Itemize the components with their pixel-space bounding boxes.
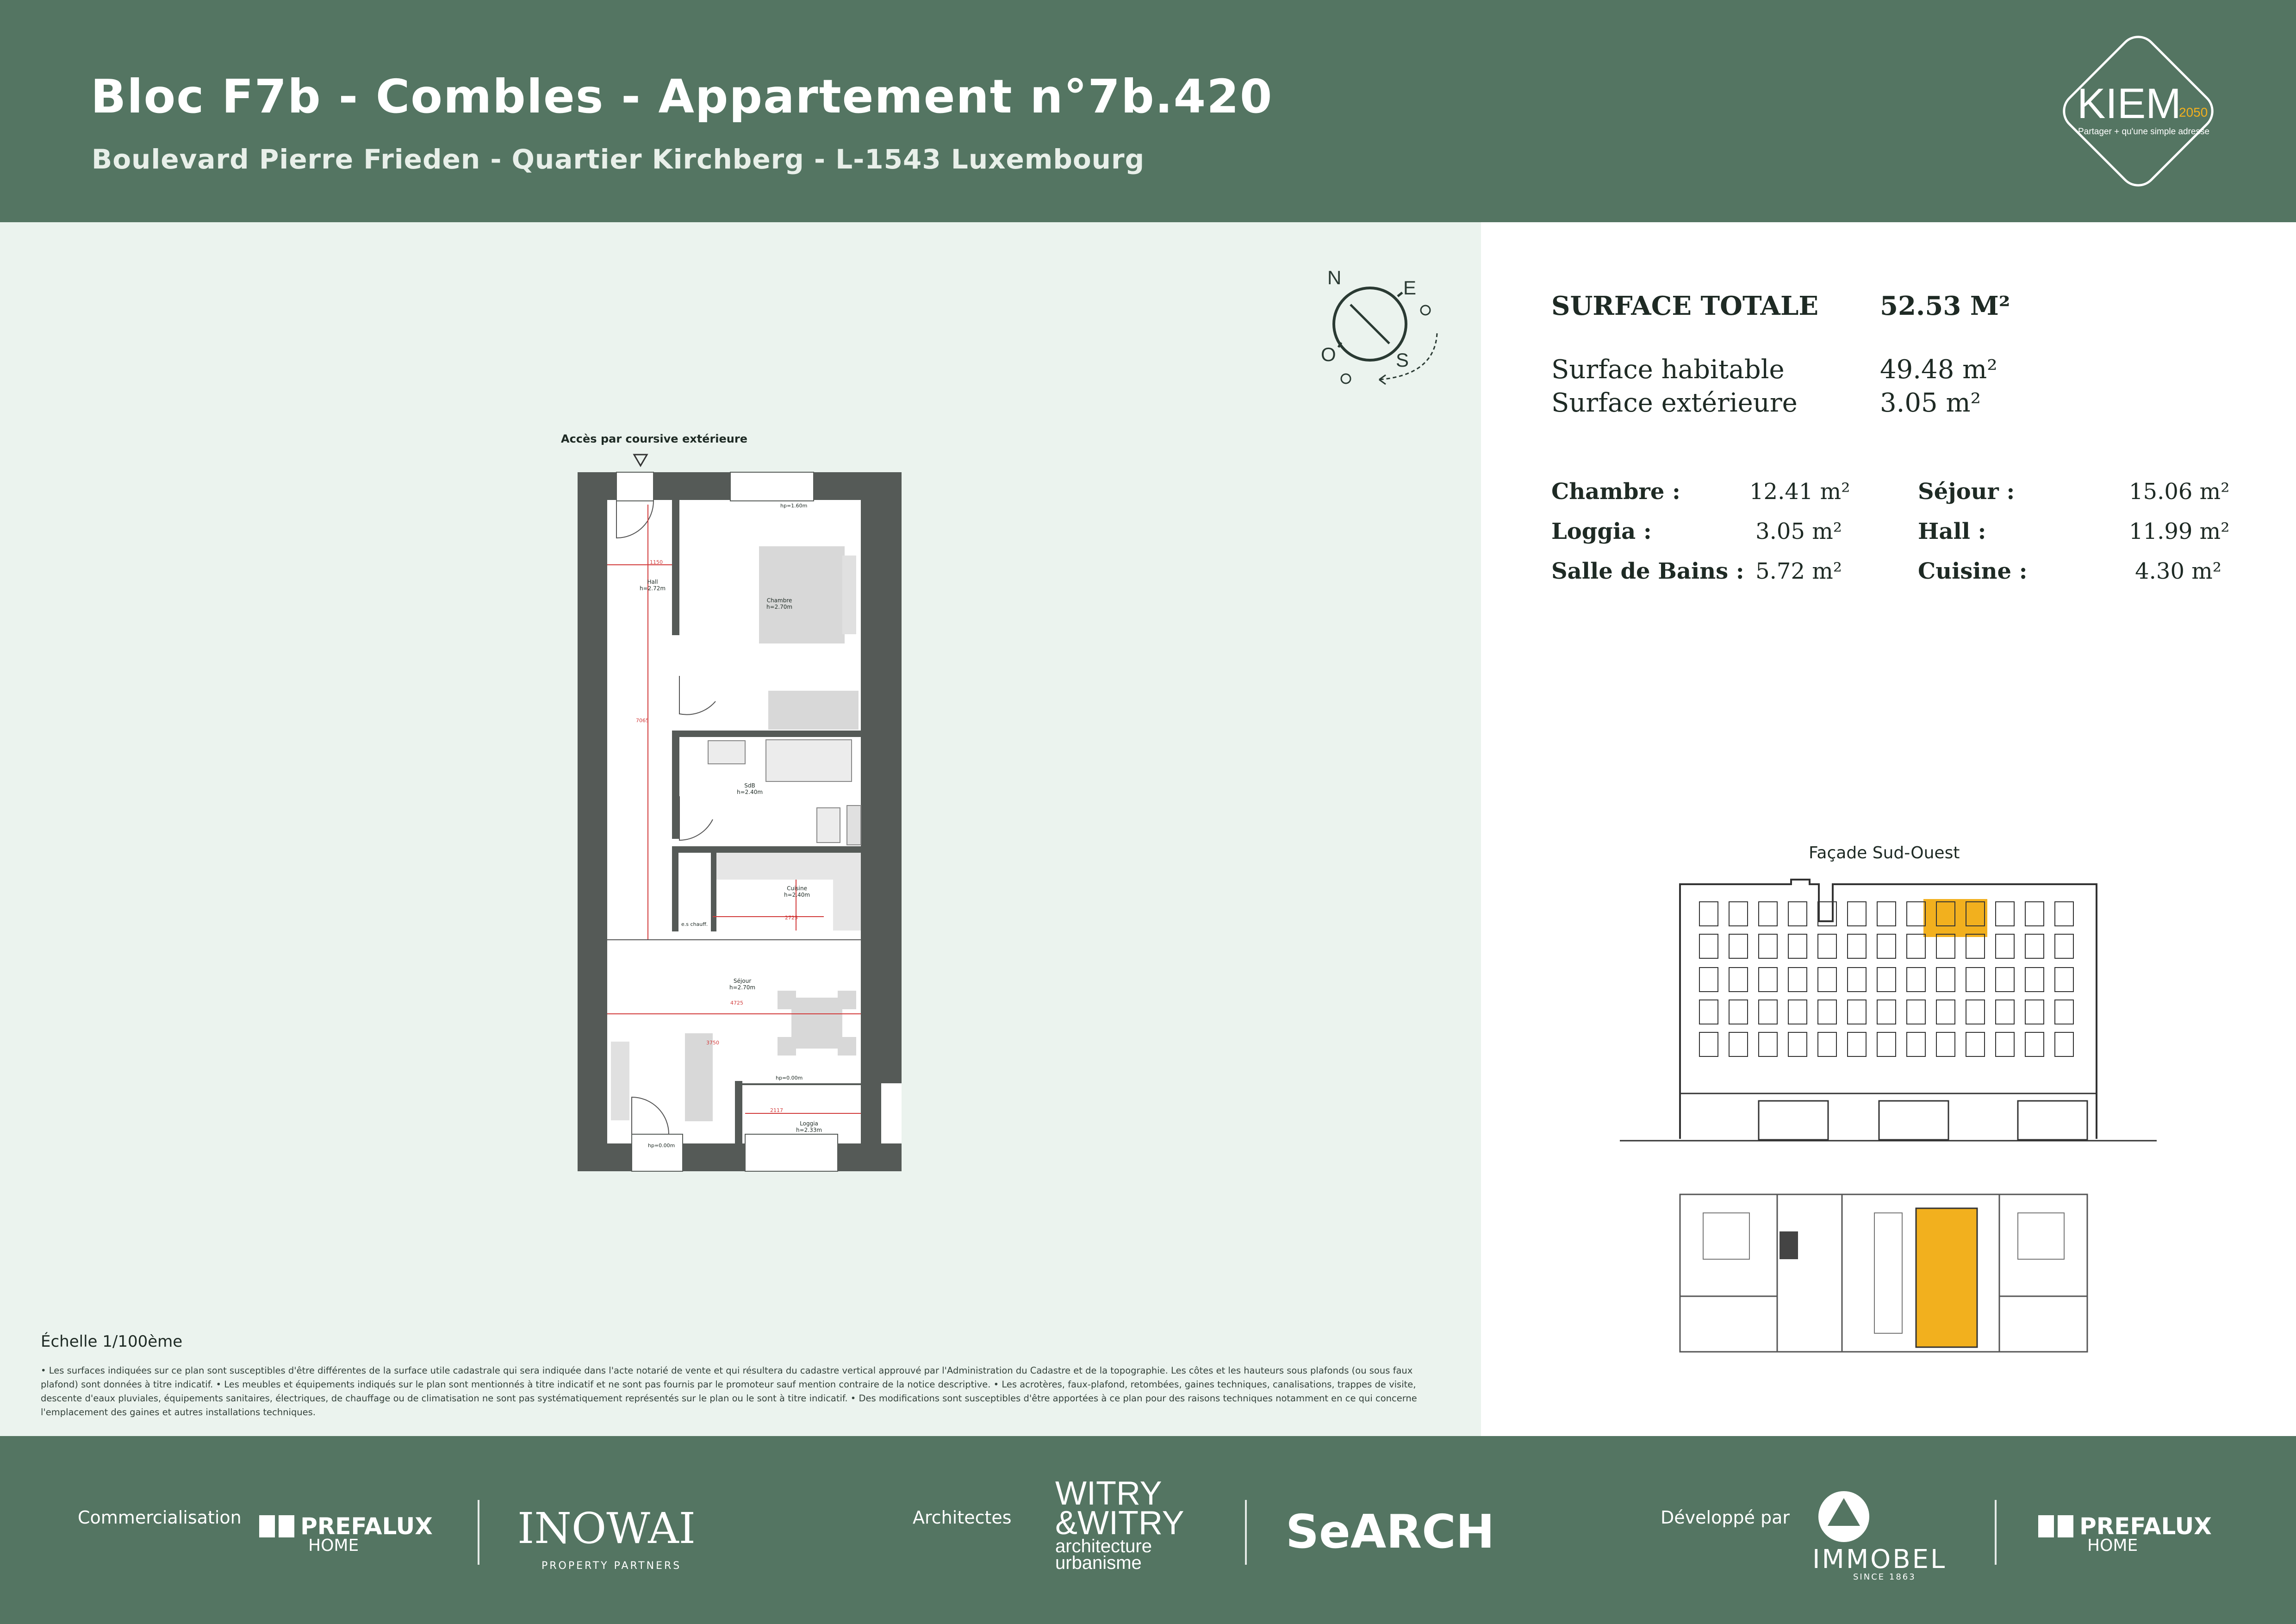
- room-label-sejour: Séjour h=2.70m: [729, 978, 756, 991]
- facade-window: [1729, 1000, 1748, 1024]
- prefalux-square-icon: [2038, 1515, 2054, 1537]
- facade-window: [1907, 902, 1925, 926]
- room-area-label: Séjour :: [1918, 479, 2015, 505]
- dimension-label: 1150: [650, 559, 663, 565]
- prefalux-square-icon: [279, 1515, 294, 1537]
- facade-window: [1877, 902, 1896, 926]
- habitable-surface-label: Surface habitable: [1551, 355, 1785, 385]
- room-area-value: 12.41 m²: [1749, 479, 1850, 505]
- facade-window: [2055, 1000, 2073, 1024]
- facade-window: [1699, 968, 1718, 992]
- habitable-surface-value: 49.48 m²: [1880, 355, 1997, 385]
- facade-window: [1907, 968, 1925, 992]
- dimension-label: 4725: [730, 1000, 743, 1006]
- footer-separator: [1995, 1500, 1997, 1565]
- dimension-label: 3750: [706, 1040, 719, 1046]
- footer-separator: [478, 1500, 479, 1565]
- room-label-loggia: Loggia h=2.33m: [796, 1120, 822, 1133]
- kiem-logo-year: 2050: [2179, 105, 2208, 119]
- page-title: Bloc F7b - Combles - Appartement n°7b.420: [91, 69, 1273, 124]
- total-surface-label: SURFACE TOTALE: [1551, 291, 1819, 321]
- exterior-surface-label: Surface extérieure: [1551, 388, 1798, 418]
- sun-rise-icon: [1421, 306, 1430, 315]
- developpe-label: Développé par: [1661, 1507, 1790, 1528]
- compass-e: E: [1403, 277, 1417, 299]
- facade-window: [1848, 968, 1866, 992]
- prefalux-sub: HOME: [308, 1536, 359, 1555]
- facade-window: [1996, 902, 2014, 926]
- room-label-sdb: SdB h=2.40m: [737, 782, 763, 795]
- address-subtitle: Boulevard Pierre Frieden - Quartier Kirchberg - L-1543 Luxembourg: [92, 144, 1145, 175]
- facade-window: [2055, 902, 2073, 926]
- facade-window: [1788, 1032, 1807, 1056]
- facade-window: [1877, 1000, 1896, 1024]
- facade-window: [1788, 1000, 1807, 1024]
- facade-window: [1907, 934, 1925, 958]
- room-area-label: Hall :: [1918, 518, 1986, 544]
- facade-window: [1848, 1000, 1866, 1024]
- scale-text: Échelle 1/100ème: [41, 1332, 183, 1351]
- facade-window: [1788, 902, 1807, 926]
- room-area-value: 4.30 m²: [2135, 558, 2221, 584]
- facade-window: [1788, 968, 1807, 992]
- facade-window: [1936, 934, 1955, 958]
- room-area-label: Salle de Bains :: [1551, 558, 1744, 584]
- facade-window: [1759, 902, 1777, 926]
- plan-note: hp=1.60m: [780, 503, 808, 509]
- facade-window: [1759, 968, 1777, 992]
- disclaimer-text: • Les surfaces indiquées sur ce plan sont susceptibles d'être différentes de la surface utile cadastrale qui sera indiquée dans l'acte notarié de vente et qui résultera du cadastre vertical approuvé par l'Administration du Cadastre et de la topographie. Les côtes et les hauteurs sous plafonds (ou sous faux plafond) sont données à titre indicatif. • Les meubles et équipements indiqués sur le plan sont mentionnés à titre indicatif et ne sont pas fournis par le promoteur sauf mention contraire de la notice descriptive. • Les acrotères, faux-plafond, retombées, gaines techniques, canalisations, trappes de visite, descente d'eaux pluviales, équipements sanitaires, électriques, de chauffage ou de climatisation ne sont pas systématiquement représentés sur le plan ou le sont à titre indicatif. • Des modifications sont susceptibles d'être apportées à ce plan pour des raisons techniques notamment en ce qui concerne l'emplacement des gaines et autres installations techniques.: [41, 1365, 1417, 1418]
- room-area-label: Chambre :: [1551, 479, 1680, 505]
- kiem-logo-name: KIEM: [2077, 80, 2181, 127]
- plan-note: hp=0.00m: [648, 1143, 675, 1149]
- compass-rose: [1310, 264, 1449, 398]
- facade-window: [1966, 968, 1985, 992]
- facade-window: [1848, 1032, 1866, 1056]
- kiem-logo-tagline: Partager + qu'une simple adresse: [2078, 127, 2210, 137]
- witry-line4: urbanisme: [1055, 1553, 1142, 1573]
- inowai-sub: PROPERTY PARTNERS: [541, 1560, 682, 1572]
- facade-window: [1907, 1000, 1925, 1024]
- facade-window: [1966, 1000, 1985, 1024]
- dimension-label: 2725: [785, 915, 798, 921]
- facade-window: [1818, 934, 1836, 958]
- search-logo: SeARCH: [1286, 1505, 1495, 1559]
- floor-plan: [574, 449, 907, 1181]
- facade-window: [1699, 1000, 1718, 1024]
- compass-n: N: [1327, 267, 1342, 288]
- room-area-label: Cuisine :: [1918, 558, 2028, 584]
- facade-window: [2055, 1032, 2073, 1056]
- facade-window: [2025, 1000, 2044, 1024]
- sun-set-icon: [1341, 374, 1350, 383]
- facade-window: [1936, 1000, 1955, 1024]
- facade-window: [1936, 1032, 1955, 1056]
- facade-window: [1996, 1000, 2014, 1024]
- immobel-name: IMMOBEL: [1812, 1544, 1947, 1574]
- facade-window: [1818, 1000, 1836, 1024]
- prefalux-sub-2: HOME: [2087, 1536, 2138, 1555]
- plan-note: hp=0.00m: [776, 1075, 803, 1081]
- witry-line2: &WITRY: [1055, 1505, 1184, 1542]
- room-area-value: 5.72 m²: [1755, 558, 1842, 584]
- immobel-icon: [1816, 1489, 1872, 1544]
- facade-window: [1759, 1032, 1777, 1056]
- facade-window: [1877, 934, 1896, 958]
- facade-window: [1699, 934, 1718, 958]
- facade-window: [2025, 968, 2044, 992]
- prefalux-square-icon: [259, 1515, 275, 1537]
- prefalux-name: PREFALUX: [300, 1513, 433, 1540]
- facade-window: [1877, 1032, 1896, 1056]
- facade-window: [1729, 1032, 1748, 1056]
- facade-window: [1759, 934, 1777, 958]
- facade-window: [1729, 902, 1748, 926]
- facade-window: [1729, 968, 1748, 992]
- witry-line1: WITRY: [1055, 1475, 1162, 1512]
- total-surface-value: 52.53 M²: [1880, 291, 2010, 321]
- room-label-chambre: Chambre h=2.70m: [766, 597, 793, 610]
- facade-title: Façade Sud-Ouest: [1809, 843, 1960, 862]
- room-area-label: Loggia :: [1551, 518, 1652, 544]
- facade-window: [1788, 934, 1807, 958]
- dimension-label: 7065: [636, 718, 649, 724]
- commercialisation-label: Commercialisation: [78, 1507, 242, 1528]
- facade-window: [1996, 1032, 2014, 1056]
- prefalux-square-icon: [2058, 1515, 2073, 1537]
- compass-s: S: [1396, 349, 1409, 371]
- facade-window: [2025, 902, 2044, 926]
- site-plan: [1675, 1185, 2092, 1356]
- facade-windows: [1699, 902, 2073, 1056]
- facade-window: [1877, 968, 1896, 992]
- room-area-value: 11.99 m²: [2129, 518, 2230, 544]
- facade-window: [1996, 934, 2014, 958]
- facade-window: [1936, 968, 1955, 992]
- facade-window: [1699, 1032, 1718, 1056]
- room-area-value: 3.05 m²: [1755, 518, 1842, 544]
- room-label-hall: Hall h=2.72m: [640, 579, 666, 592]
- facade-window: [1848, 902, 1866, 926]
- facade-window: [2025, 934, 2044, 958]
- facade-window: [1966, 1032, 1985, 1056]
- compass-o: O: [1321, 344, 1336, 365]
- facade-window: [2025, 1032, 2044, 1056]
- facade-elevation: [1620, 870, 2157, 1148]
- dimension-label: 2117: [770, 1107, 783, 1113]
- architectes-label: Architectes: [913, 1507, 1012, 1528]
- facade-window: [1907, 1032, 1925, 1056]
- facade-window: [1966, 934, 1985, 958]
- access-label: Accès par coursive extérieure: [561, 432, 747, 445]
- kiem-logo: [2036, 19, 2240, 204]
- prefalux-name-2: PREFALUX: [2079, 1513, 2212, 1540]
- footer-separator: [1245, 1500, 1247, 1565]
- inowai-logo: INOWAI: [517, 1504, 696, 1553]
- witry-line3: architecture: [1055, 1536, 1152, 1556]
- facade-window: [1818, 1032, 1836, 1056]
- exterior-surface-value: 3.05 m²: [1880, 388, 1981, 418]
- facade-window: [1759, 1000, 1777, 1024]
- facade-window: [1699, 902, 1718, 926]
- facade-window: [1996, 968, 2014, 992]
- immobel-sub: SINCE 1863: [1853, 1572, 1916, 1582]
- room-label-cuisine: Cuisine h=2.40m: [784, 885, 810, 898]
- witry-logo: [1055, 1475, 1184, 1573]
- plan-note: e.s chauff.: [681, 921, 708, 927]
- facade-window: [2055, 934, 2073, 958]
- facade-window: [2055, 968, 2073, 992]
- header-bar: [0, 0, 2296, 222]
- facade-window: [1848, 934, 1866, 958]
- facade-window: [1818, 968, 1836, 992]
- room-area-value: 15.06 m²: [2129, 479, 2230, 505]
- facade-window: [1729, 934, 1748, 958]
